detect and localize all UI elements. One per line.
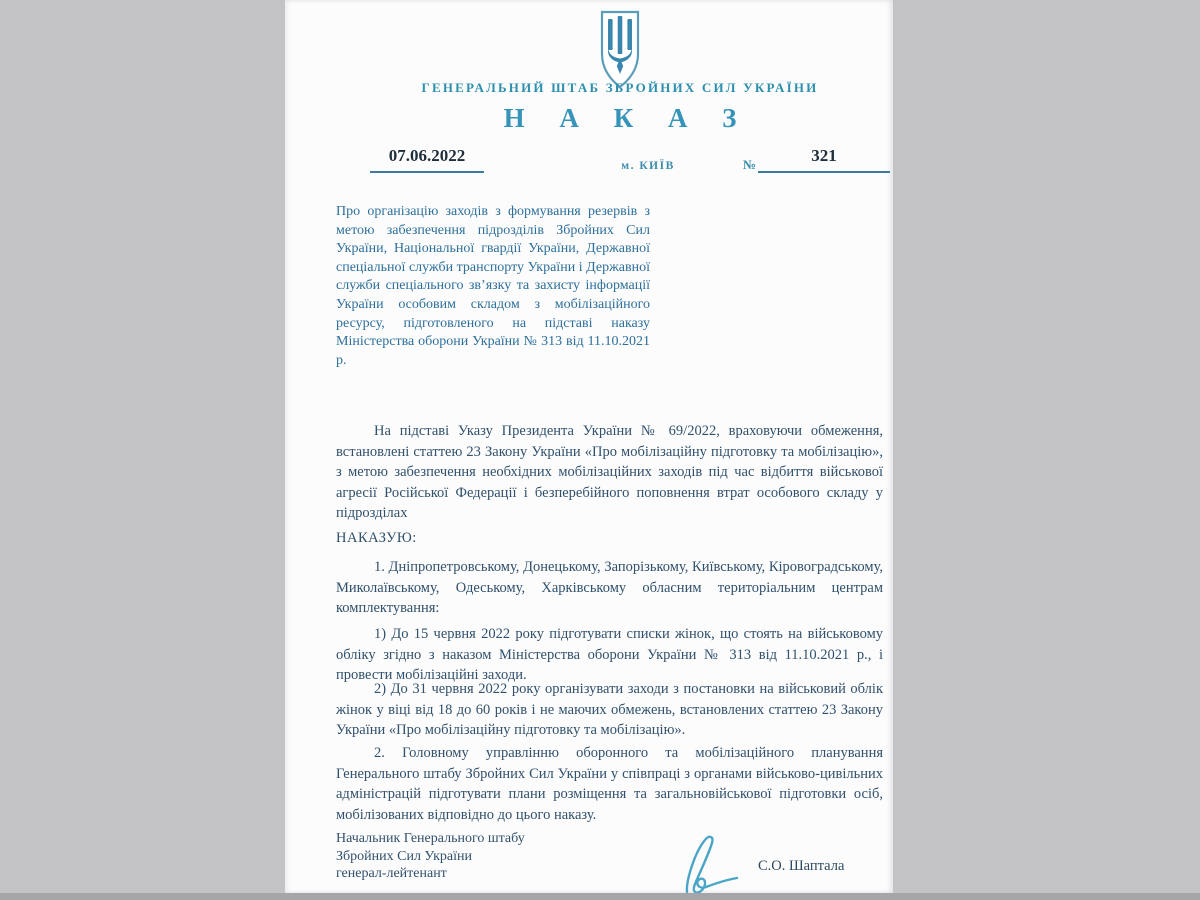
order-item-1-sub-2: 2) До 31 червня 2022 року організувати заходи з постановки на військовий облік жінок у віці від 18 до 60 років і не маючих обмежень, встановлених статтею 23 Закону України «Про мобілізаційну підготовку та мобілізацію». [336, 681, 883, 739]
bottom-band [0, 893, 1200, 900]
order-item-1-sub-1: 1) До 15 червня 2022 року підготувати списки жінок, що стоять на військовому обліку згідно з наказом Міністерства оборони України № 313 від 11.10.2021 р., і провести мобілізаційні заходи. [336, 626, 883, 684]
document-page [285, 0, 893, 893]
number-sign: № [743, 157, 757, 172]
signer-position-block [336, 830, 525, 883]
order-item-2: 2. Головному управлінню оборонного та мобілізаційного планування Генерального штабу Збройних Сил України у співпраці з органами військово-цивільних адміністрацій підготувати плани розміщення та загальновійськової підготовки осіб, мобілізованих відповідно до цього наказу. [336, 745, 883, 823]
order-date: 07.06.2022 [370, 146, 484, 173]
order-subject: Про організацію заходів з формування резервів з метою забезпечення підрозділів Збройних Сил України, Національної гвардії України, Державної спеціальної служби транспорту України і Державної служби спеціального зв’язку та захисту інформації України особовим складом з мобілізаційного ресурсу, підготовленого на підставі наказу Міністерства оборони України № 313 від 11.10.2021 р. [336, 204, 650, 368]
city-label: м. КИЇВ [621, 160, 675, 172]
order-word: НАКАЗУЮ: [336, 530, 417, 546]
signer-name: С.О. Шаптала [758, 858, 845, 874]
preamble-paragraph: На підставі Указу Президента України № 69/2022, враховуючи обмеження, встановлені статтею 23 Закону України «Про мобілізаційну підготовку та мобілізацію», з метою забезпечення необхідних мобілізаційних заходів під час відбиття військової агресії Російської Федерації і безперебійного поповнення втрат особового складу у підрозділах [336, 423, 883, 522]
order-number: 321 [758, 146, 890, 173]
handwritten-signature-icon [673, 834, 749, 896]
order-item-1: 1. Дніпропетровському, Донецькому, Запорізькому, Київському, Кіровоградському, Миколаївському, Одеському, Харківському обласним територіальним центрам комплектування: [336, 559, 883, 617]
signer-position-line: Збройних Сил України [336, 848, 473, 864]
signer-position-line: Начальник Генерального штабу [336, 831, 525, 846]
organization-name: ГЕНЕРАЛЬНИЙ ШТАБ ЗБРОЙНИХ СИЛ УКРАЇНИ [421, 80, 819, 95]
document-type-title: Н А К А З [503, 103, 751, 133]
signer-position-line: генерал-лейтенант [336, 866, 447, 882]
